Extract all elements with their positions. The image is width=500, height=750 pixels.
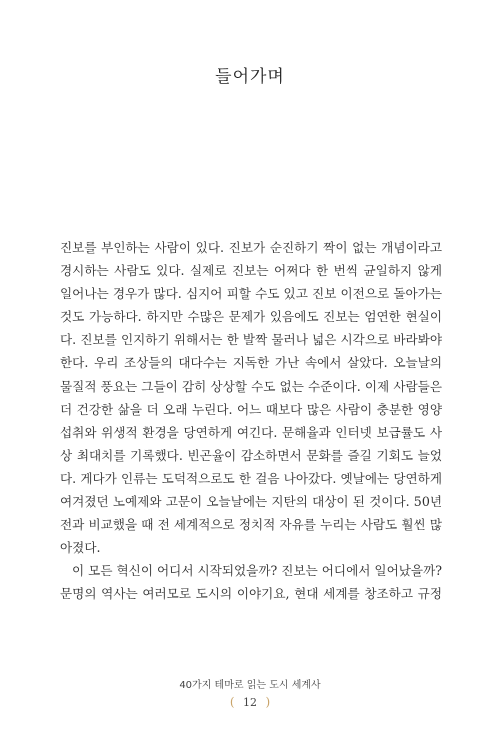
page-number-close-paren: ): [265, 695, 271, 709]
page-number-block: [0, 695, 500, 709]
page-number: 12: [243, 696, 257, 709]
text-line: 여겨졌던 노예제와 고문이 오늘날에는 지탄의 대상이 된 것이다. 50년: [60, 494, 442, 510]
text-line: 섭취와 위생적 환경을 당연하게 여긴다. 문해율과 인터넷 보급률도 사: [60, 424, 442, 440]
text-line: 일어나는 경우가 많다. 심지어 피할 수도 있고 진보 이전으로 돌아가는: [60, 286, 442, 302]
text-line: 다. 게다가 인류는 도덕적으로도 한 걸음 나아갔다. 옛날에는 당연하게: [60, 470, 442, 486]
text-line: 다. 진보를 인지하기 위해서는 한 발짝 물러나 넓은 시각으로 바라봐야: [60, 332, 442, 348]
text-line: 상 최대치를 기록했다. 빈곤율이 감소하면서 문화를 즐길 기회도 늘었: [60, 447, 442, 463]
text-line: 아졌다.: [60, 540, 101, 556]
text-line: 문명의 역사는 여러모로 도시의 이야기요, 현대 세계를 창조하고 규정: [60, 586, 442, 602]
text-line: 물질적 풍요는 그들이 감히 상상할 수도 없는 수준이다. 이제 사람들은: [60, 378, 442, 394]
text-line: 더 건강한 삶을 더 오래 누린다. 어느 때보다 많은 사람이 충분한 영양: [60, 401, 442, 417]
text-line: 한다. 우리 조상들의 대다수는 지독한 가난 속에서 살았다. 오늘날의: [60, 355, 442, 371]
text-line: 진보를 부인하는 사람이 있다. 진보가 순진하기 짝이 없는 개념이라고: [60, 240, 442, 255]
chapter-title: 들어가며: [215, 67, 285, 87]
page-number-open-paren: (: [229, 695, 235, 709]
text-line: 이 모든 혁신이 어디서 시작되었을까? 진보는 어디에서 일어났을까?: [72, 563, 442, 579]
footer-book-title: 40가지 테마로 읽는 도시 세계사: [179, 680, 321, 691]
body-text: [60, 236, 442, 606]
text-line: 전과 비교했을 때 전 세계적으로 정치적 자유를 누리는 사람도 훨씬 많: [60, 517, 442, 533]
text-line: 경시하는 사람도 있다. 실제로 진보는 어쩌다 한 번씩 균일하지 않게: [60, 263, 442, 279]
text-line: 것도 가능하다. 하지만 수많은 문제가 있음에도 진보는 엄연한 현실이: [60, 309, 442, 325]
